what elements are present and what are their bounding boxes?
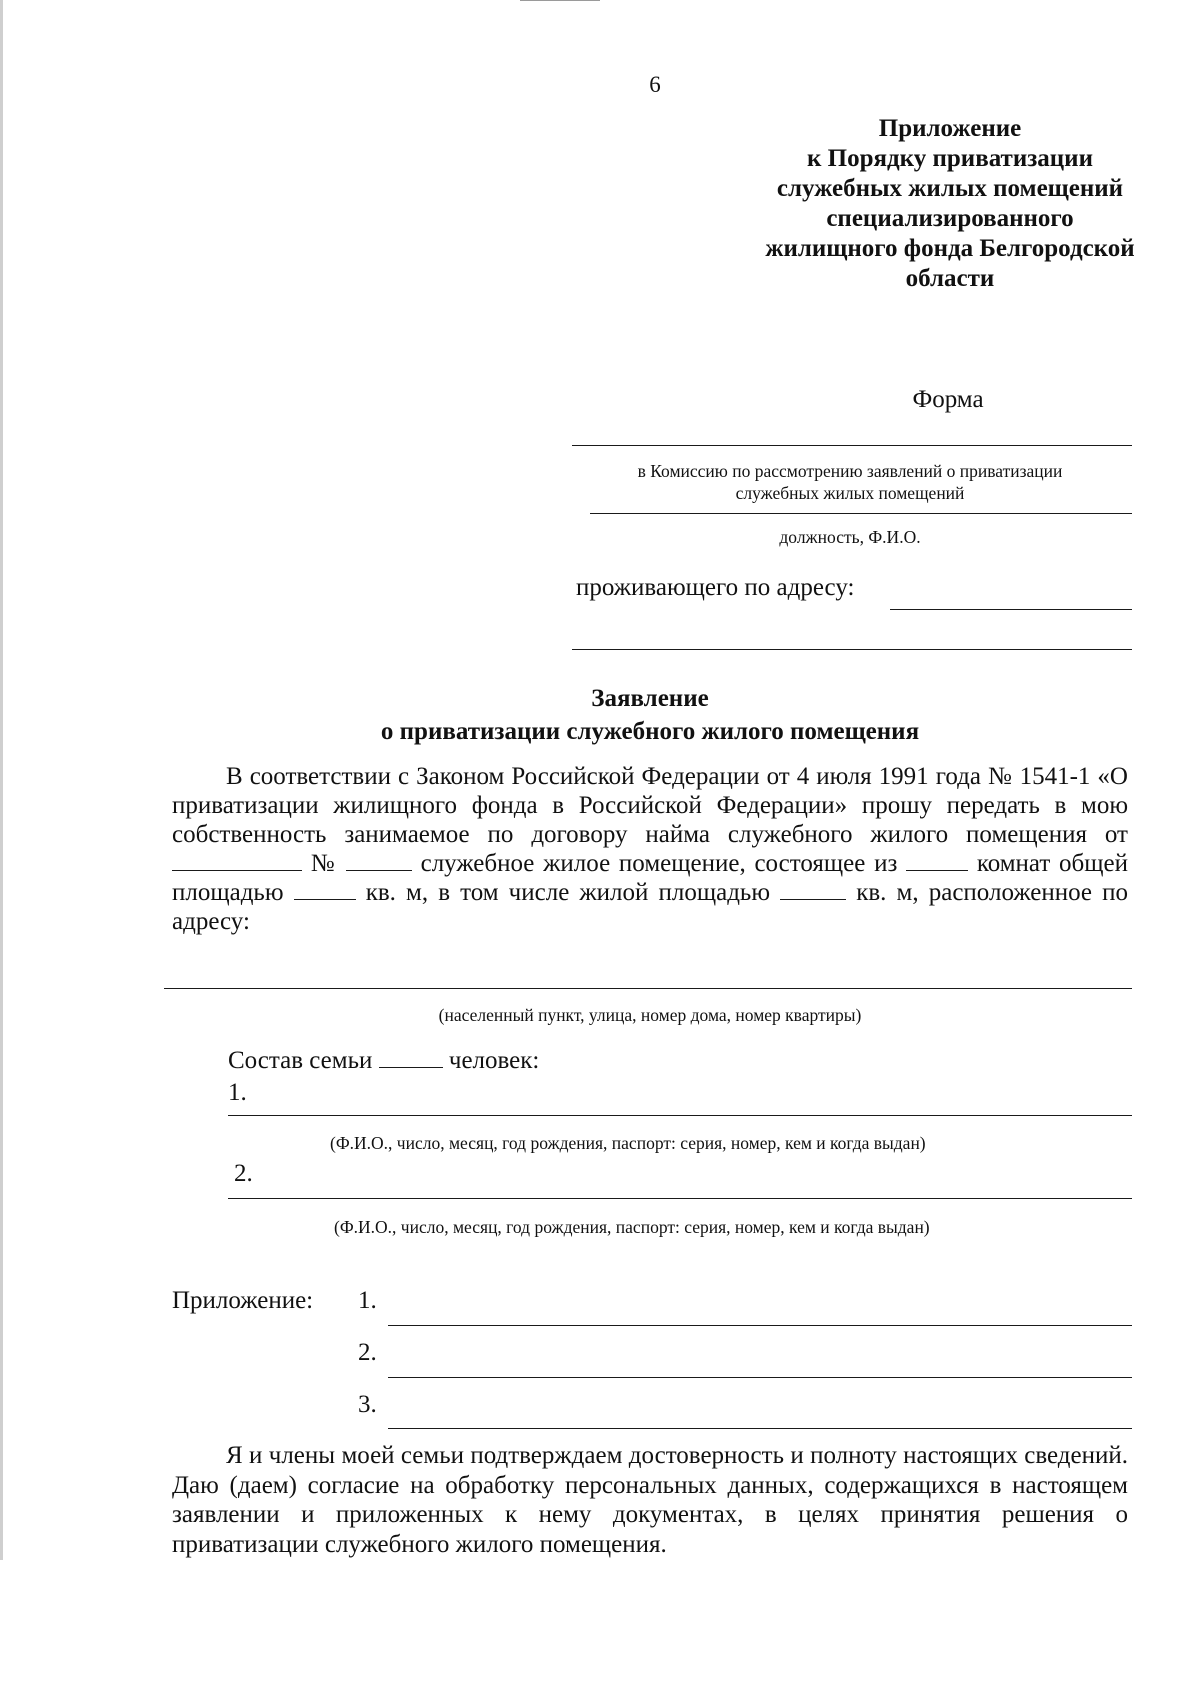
family-member-1-caption: (Ф.И.О., число, месяц, год рождения, паспорт: серия, номер, кем и когда выдан) [330, 1133, 926, 1153]
appendix-heading-line: Приложение [878, 115, 1022, 142]
family-member-2-line[interactable] [228, 1198, 1132, 1199]
commission-caption-line: служебных жилых помещений [735, 483, 965, 503]
application-paragraph [172, 762, 1128, 936]
family-unit: человек: [448, 1047, 540, 1074]
page-number: 6 [649, 72, 661, 97]
rooms-count-blank[interactable] [906, 850, 968, 871]
paragraph-text: кв. м, в том числе жилой площадью [365, 879, 771, 906]
position-fio-caption: должность, Ф.И.О. [779, 527, 921, 547]
paragraph-text: служебное жилое помещение, состоящее из [420, 850, 898, 877]
address-caption: (населенный пункт, улица, номер дома, номер квартиры) [438, 1005, 862, 1025]
residing-address-line[interactable] [890, 609, 1132, 610]
appendix-heading-line: жилищного фонда Белгородской [765, 235, 1135, 262]
attachment-1-line[interactable] [388, 1325, 1132, 1326]
family-member-number: 1. [228, 1079, 247, 1106]
contract-number-blank[interactable] [346, 850, 412, 871]
title-line: Заявление [591, 685, 709, 712]
contract-date-blank[interactable] [172, 850, 302, 871]
commission-caption-line: в Комиссию по рассмотрению заявлений о приватизации [637, 461, 1063, 481]
commission-caption [570, 460, 1130, 504]
attachment-number: 1. [358, 1287, 377, 1314]
paragraph-text: комнат общей площадью [172, 850, 1128, 906]
scan-top-mark [520, 0, 600, 1]
family-label: Состав семьи [228, 1047, 373, 1074]
scan-edge-shadow [0, 0, 3, 1560]
family-composition [228, 1047, 539, 1075]
appendix-heading [720, 114, 1180, 294]
property-address-line[interactable] [164, 988, 1132, 989]
position-fio-line[interactable] [590, 513, 1132, 514]
attachment-number: 2. [358, 1339, 377, 1366]
living-area-blank[interactable] [780, 879, 846, 900]
title-line: о приватизации служебного жилого помещения [380, 718, 920, 745]
attachment-2-line[interactable] [388, 1377, 1132, 1378]
family-member-number: 2. [234, 1160, 253, 1187]
paragraph-text: В соответствии с Законом Российской Федерации от 4 июля 1991 года № 1541-1 «О приватизации жилищного фонда в Российской Федерации» прошу передать в мою собственность занимаемое по договору найма служебного жилого помещения от [172, 763, 1128, 848]
attachments-label: Приложение: [172, 1287, 314, 1314]
addressee-line[interactable] [572, 445, 1132, 446]
attachment-number: 3. [358, 1391, 377, 1418]
family-member-1-line[interactable] [228, 1115, 1132, 1116]
residing-address-line-2[interactable] [572, 649, 1132, 650]
paragraph-text: кв. м, расположенное по адресу: [172, 879, 1129, 935]
residing-label: проживающего по адресу: [576, 574, 855, 601]
consent-paragraph: Я и члены моей семьи подтверждаем достоверность и полноту настоящих сведений. Даю (даем) согласие на обработку персональных данных, содержащихся в настоящем заявлении и приложенных к нему документах, в целях принятия решения о приватизации служебного жилого помещения. [172, 1442, 1128, 1558]
family-member-2-caption: (Ф.И.О., число, месяц, год рождения, паспорт: серия, номер, кем и когда выдан) [334, 1217, 930, 1237]
appendix-heading-line: специализированного [826, 205, 1074, 232]
appendix-heading-line: служебных жилых помещений [776, 175, 1124, 202]
appendix-heading-line: к Порядку приватизации [807, 145, 1093, 172]
total-area-blank[interactable] [294, 879, 356, 900]
document-title [160, 682, 1140, 748]
attachment-3-line[interactable] [388, 1428, 1132, 1429]
family-count-blank[interactable] [379, 1047, 443, 1068]
number-sign: № [310, 850, 338, 877]
appendix-heading-line: области [905, 265, 995, 292]
form-label: Форма [912, 386, 984, 413]
